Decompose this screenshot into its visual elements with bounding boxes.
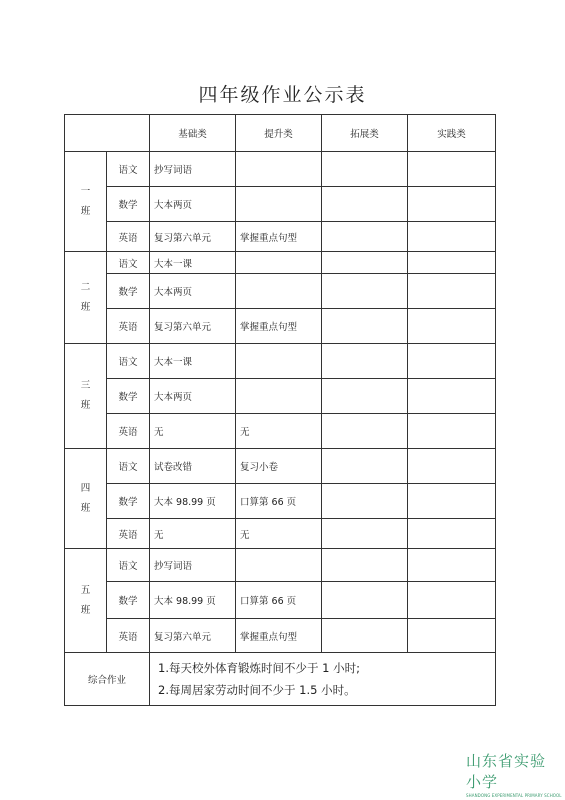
homework-cell <box>408 484 496 519</box>
subject-label: 数学 <box>107 379 150 414</box>
homework-cell: 大本两页 <box>150 379 236 414</box>
homework-cell <box>322 549 408 582</box>
homework-cell <box>236 274 322 309</box>
homework-cell <box>236 379 322 414</box>
homework-cell <box>408 187 496 222</box>
table-row <box>65 379 496 414</box>
table-row <box>65 252 496 274</box>
homework-cell <box>408 582 496 619</box>
header-row <box>65 115 496 152</box>
homework-cell: 掌握重点句型 <box>236 619 322 653</box>
homework-cell: 口算第 66 页 <box>236 582 322 619</box>
homework-cell <box>236 187 322 222</box>
homework-cell: 掌握重点句型 <box>236 222 322 252</box>
homework-cell <box>408 222 496 252</box>
summary-line: 1.每天校外体育锻炼时间不少于 1 小时; <box>158 661 360 675</box>
subject-label: 英语 <box>107 619 150 653</box>
homework-cell <box>408 549 496 582</box>
homework-cell <box>408 344 496 379</box>
subject-label: 数学 <box>107 484 150 519</box>
column-header: 提升类 <box>236 115 322 152</box>
class-name: 五 班 <box>65 549 107 653</box>
homework-cell: 掌握重点句型 <box>236 309 322 344</box>
homework-cell: 试卷改错 <box>150 449 236 484</box>
subject-label: 英语 <box>107 222 150 252</box>
homework-cell <box>408 379 496 414</box>
homework-cell <box>408 519 496 549</box>
homework-cell <box>408 274 496 309</box>
homework-cell: 复习小卷 <box>236 449 322 484</box>
subject-label: 语文 <box>107 449 150 484</box>
table-row <box>65 619 496 653</box>
homework-cell: 抄写词语 <box>150 152 236 187</box>
column-header: 实践类 <box>408 115 496 152</box>
table-row <box>65 519 496 549</box>
subject-label: 数学 <box>107 582 150 619</box>
subject-label: 语文 <box>107 252 150 274</box>
subject-label: 数学 <box>107 274 150 309</box>
column-header: 基础类 <box>150 115 236 152</box>
homework-cell <box>322 187 408 222</box>
subject-label: 英语 <box>107 309 150 344</box>
table-row <box>65 222 496 252</box>
table-row <box>65 187 496 222</box>
summary-line: 2.每周居家劳动时间不少于 1.5 小时。 <box>158 683 356 697</box>
homework-cell: 无 <box>236 519 322 549</box>
homework-cell: 复习第六单元 <box>150 619 236 653</box>
homework-cell <box>322 582 408 619</box>
homework-cell: 大本一课 <box>150 252 236 274</box>
subject-label: 语文 <box>107 344 150 379</box>
table-row <box>65 549 496 582</box>
class-name: 三 班 <box>65 344 107 449</box>
homework-cell: 大本 98.99 页 <box>150 582 236 619</box>
homework-cell <box>322 484 408 519</box>
corner-cell <box>65 115 150 152</box>
homework-cell: 大本一课 <box>150 344 236 379</box>
homework-cell: 大本两页 <box>150 187 236 222</box>
homework-cell <box>322 274 408 309</box>
table-row <box>65 484 496 519</box>
homework-cell: 大本 98.99 页 <box>150 484 236 519</box>
subject-label: 语文 <box>107 152 150 187</box>
homework-cell <box>408 309 496 344</box>
table-row <box>65 582 496 619</box>
homework-cell: 复习第六单元 <box>150 222 236 252</box>
homework-cell <box>408 619 496 653</box>
homework-cell <box>322 309 408 344</box>
class-name: 二 班 <box>65 252 107 344</box>
subject-label: 英语 <box>107 414 150 449</box>
summary-content <box>150 653 496 706</box>
homework-cell <box>322 252 408 274</box>
homework-cell: 大本两页 <box>150 274 236 309</box>
subject-label: 语文 <box>107 549 150 582</box>
homework-cell <box>408 252 496 274</box>
homework-cell <box>322 519 408 549</box>
class-name: 四 班 <box>65 449 107 549</box>
page-title: 四年级作业公示表 <box>198 84 367 106</box>
homework-cell <box>236 549 322 582</box>
homework-cell <box>322 222 408 252</box>
homework-cell <box>322 152 408 187</box>
table-row <box>65 449 496 484</box>
homework-cell <box>236 344 322 379</box>
table-row <box>65 152 496 187</box>
table-row <box>65 414 496 449</box>
homework-cell: 无 <box>150 414 236 449</box>
table-row <box>65 274 496 309</box>
table-row <box>65 309 496 344</box>
homework-cell: 口算第 66 页 <box>236 484 322 519</box>
class-name: 一 班 <box>65 152 107 252</box>
subject-label: 数学 <box>107 187 150 222</box>
homework-cell: 抄写词语 <box>150 549 236 582</box>
homework-cell <box>408 414 496 449</box>
table-row <box>65 344 496 379</box>
homework-cell <box>236 252 322 274</box>
homework-cell: 复习第六单元 <box>150 309 236 344</box>
summary-label: 综合作业 <box>65 653 150 706</box>
homework-cell: 无 <box>150 519 236 549</box>
homework-cell <box>322 379 408 414</box>
summary-row <box>65 653 496 706</box>
column-header: 拓展类 <box>322 115 408 152</box>
homework-cell <box>408 152 496 187</box>
homework-cell <box>322 449 408 484</box>
homework-cell <box>322 619 408 653</box>
homework-cell <box>322 344 408 379</box>
homework-cell <box>236 152 322 187</box>
school-logo-name: 山东省实验小学 <box>466 752 547 791</box>
subject-label: 英语 <box>107 519 150 549</box>
school-logo <box>466 750 562 798</box>
school-logo-english: SHANDONG EXPERIMENTAL PRIMARY SCHOOL <box>466 793 562 798</box>
homework-table <box>64 114 496 706</box>
homework-cell <box>322 414 408 449</box>
homework-cell <box>408 449 496 484</box>
homework-cell: 无 <box>236 414 322 449</box>
